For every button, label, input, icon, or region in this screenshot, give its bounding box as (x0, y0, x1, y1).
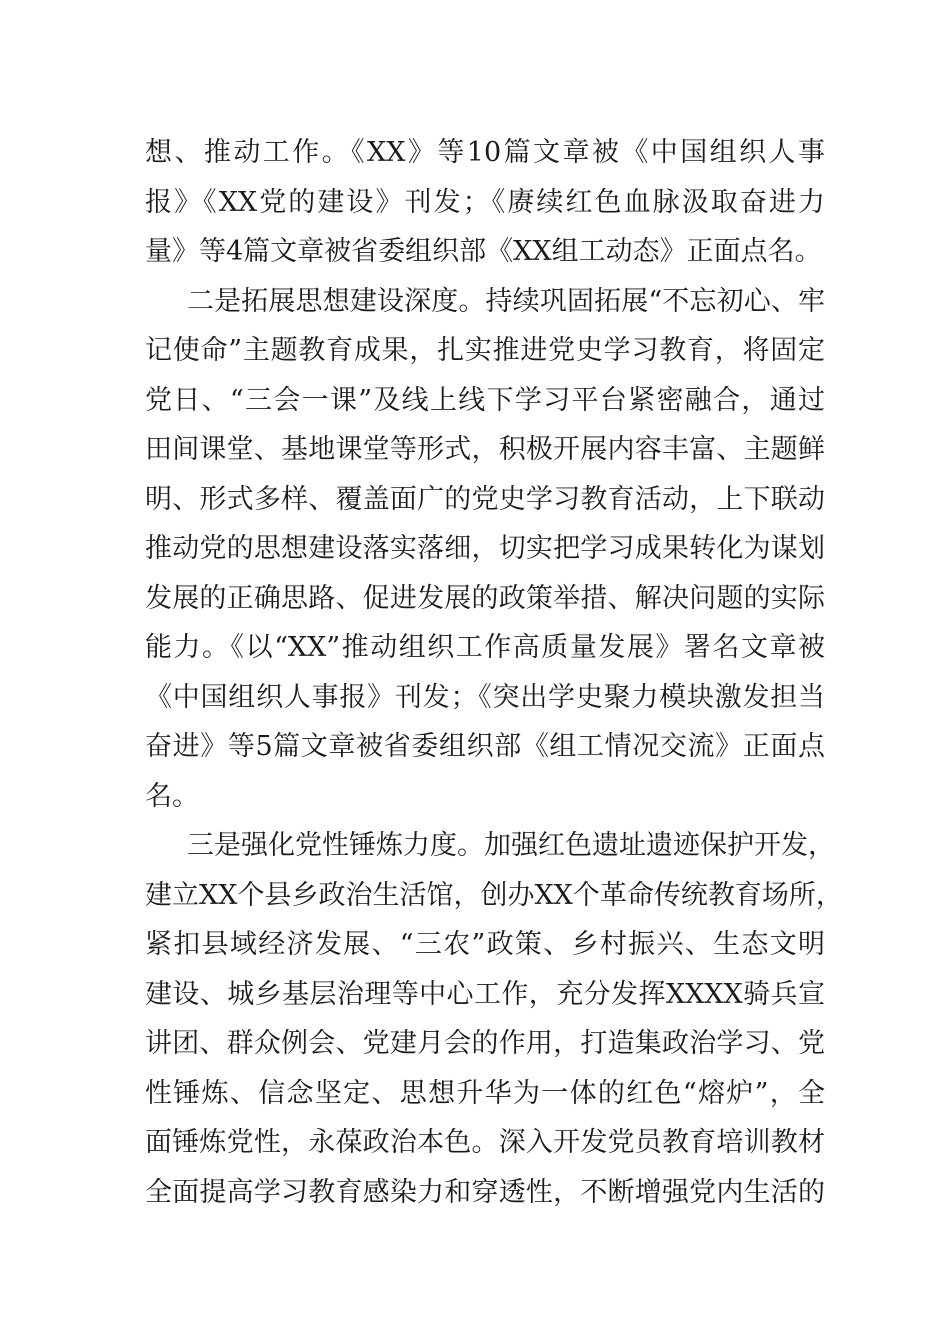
paragraph-2-line-6: 推动党的思想建设落实落细，切实把学习成果转化为谋划 (145, 533, 825, 564)
paragraph-1-line-3: 量》等4篇文章被省委组织部《XX组工动态》正面点名。 (145, 236, 822, 267)
paragraph-3-line-6: 性锤炼、信念坚定、思想升华为一体的红色“熔炉”，全 (145, 1077, 825, 1109)
paragraph-3-line-5: 讲团、群众例会、党建月会的作用，打造集政治学习、党 (145, 1028, 825, 1059)
body-text (145, 128, 843, 1217)
paragraph-2-line-11: 名。 (145, 780, 199, 812)
paragraph-2-line-5: 明、形式多样、覆盖面广的党史学习教育活动，上下联动 (145, 483, 825, 515)
paragraph-2-line-4: 田间课堂、基地课堂等形式，积极开展内容丰富、主题鲜 (145, 434, 825, 465)
paragraph-2-line-1: 二是拓展思想建设深度。持续巩固拓展“不忘初心、牢 (187, 285, 825, 317)
paragraph-2-line-2: 记使命”主题教育成果，扎实推进党史学习教育，将固定 (145, 335, 825, 366)
paragraph-1-line-2: 报》《XX党的建设》刊发；《赓续红色血脉汲取奋进力 (145, 186, 825, 218)
paragraph-1-line-1: 想、推动工作。《XX》等10篇文章被《中国组织人事 (145, 137, 825, 168)
paragraph-3-line-3: 紧扣县域经济发展、“三农”政策、乡村振兴、生态文明 (145, 929, 825, 960)
paragraph-2-line-3: 党日、“三会一课”及线上线下学习平台紧密融合，通过 (145, 384, 825, 416)
paragraph-2-line-8: 能力。《以“XX”推动组织工作高质量发展》署名文章被 (145, 632, 825, 663)
paragraph-3-line-8: 全面提高学习教育感染力和穿透性，不断增强党内生活的 (145, 1176, 825, 1208)
paragraph-2-line-10: 奋进》等5篇文章被省委组织部《组工情况交流》正面点 (145, 731, 825, 762)
paragraph-3-line-7: 面锤炼党性，永葆政治本色。深入开发党员教育培训教材 (145, 1127, 825, 1158)
paragraph-2-line-7: 发展的正确思路、促进发展的政策举措、解决问题的实际 (145, 582, 825, 614)
paragraph-2-line-9: 《中国组织人事报》刊发；《突出学史聚力模块激发担当 (145, 681, 825, 713)
paragraph-3-line-2: 建立XX个县乡政治生活馆，创办XX个革命传统教育场所， (145, 879, 843, 911)
paragraph-3-line-1: 三是强化党性锤炼力度。加强红色遗址遗迹保护开发， (187, 830, 835, 861)
paragraph-3-line-4: 建设、城乡基层治理等中心工作，充分发挥XXXX骑兵宣 (145, 978, 825, 1010)
